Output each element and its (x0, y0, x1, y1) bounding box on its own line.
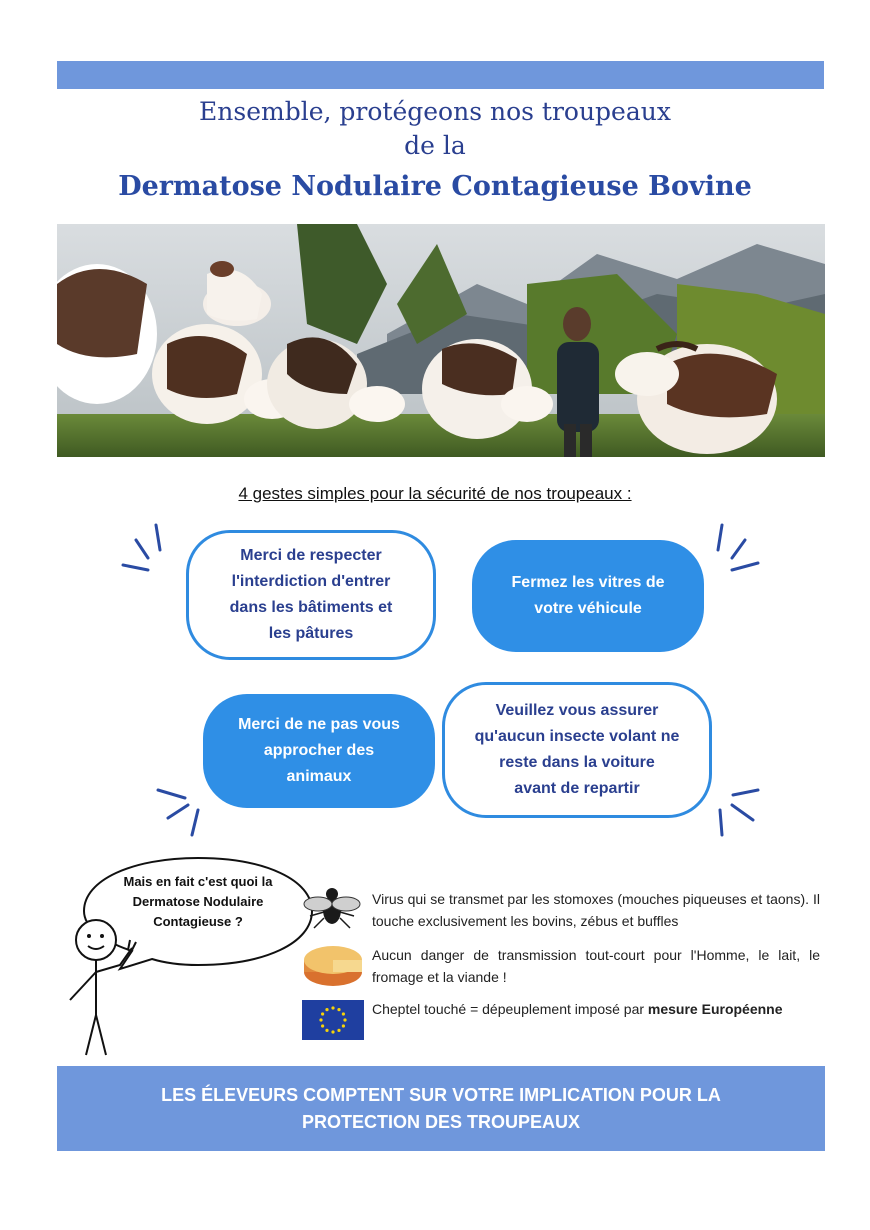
subtitle: 4 gestes simples pour la sécurité de nos troupeaux : (238, 484, 632, 503)
stick-figure-icon (62, 910, 152, 1060)
ray-lines-bottom-left (150, 780, 210, 840)
gesture-3-line-1: Merci de ne pas vous (238, 716, 400, 733)
ray-lines-top-right (710, 520, 765, 580)
bubble-line-1: Mais en fait c'est quoi la (123, 874, 273, 889)
gesture-2-line-2: votre véhicule (534, 600, 642, 617)
fly-icon (302, 884, 362, 930)
info-text-cheptel (372, 998, 820, 1020)
eu-flag-icon (302, 1000, 364, 1040)
info-row-fly (302, 882, 822, 932)
info-row-cheese (302, 942, 822, 992)
bubble-line-3: Contagieuse ? (153, 914, 243, 929)
info-text-virus: Virus qui se transmet par les stomoxes (mouches piqueuses et taons). Il touche exclusivement les bovins, zébus et buffles (372, 891, 820, 929)
gesture-1-line-1: Merci de respecter (240, 547, 382, 564)
ray-lines-bottom-right (708, 785, 768, 840)
gesture-4-line-4: avant de repartir (514, 780, 640, 797)
gesture-4-line-2: qu'aucun insecte volant ne (474, 728, 680, 745)
info-text-no-danger: Aucun danger de transmission tout-court pour l'Homme, le lait, le fromage et la viande ! (372, 947, 820, 985)
cows-photo (57, 224, 825, 457)
gesture-1-line-3: dans les bâtiments et (229, 599, 393, 616)
gesture-4-line-3: reste dans la voiture (499, 754, 655, 771)
top-bar (57, 61, 824, 89)
gesture-no-approach (203, 694, 435, 808)
info-row-eu (302, 998, 822, 1048)
info-text-cheptel-plain: Cheptel touché = dépeuplement imposé par (372, 1001, 648, 1017)
cheese-icon (302, 942, 364, 988)
gesture-check-insects (442, 682, 712, 818)
bottom-banner (57, 1066, 825, 1151)
title-line-2: de la (404, 131, 466, 160)
gesture-no-entry (186, 530, 436, 660)
gesture-2-line-1: Fermez les vitres de (511, 574, 665, 591)
gesture-1-line-2: l'interdiction d'entrer (231, 573, 391, 590)
bubble-line-2: Dermatose Nodulaire (132, 894, 264, 909)
gesture-1-line-4: les pâtures (268, 625, 354, 642)
title-line-1: Ensemble, protégeons nos troupeaux (199, 97, 671, 126)
gesture-close-windows (472, 540, 704, 652)
banner-line-2: PROTECTION DES TROUPEAUX (301, 1111, 581, 1132)
gesture-3-line-2: approcher des (263, 742, 375, 759)
info-text-cheptel-bold: mesure Européenne (647, 1001, 783, 1017)
ray-lines-top-left (118, 520, 168, 580)
gesture-3-line-3: animaux (286, 768, 352, 785)
banner-line-1: LES ÉLEVEURS COMPTENT SUR VOTRE IMPLICATION POUR LA (161, 1084, 721, 1105)
page-title: Dermatose Nodulaire Contagieuse Bovine (118, 171, 752, 202)
gesture-4-line-1: Veuillez vous assurer (495, 702, 659, 719)
